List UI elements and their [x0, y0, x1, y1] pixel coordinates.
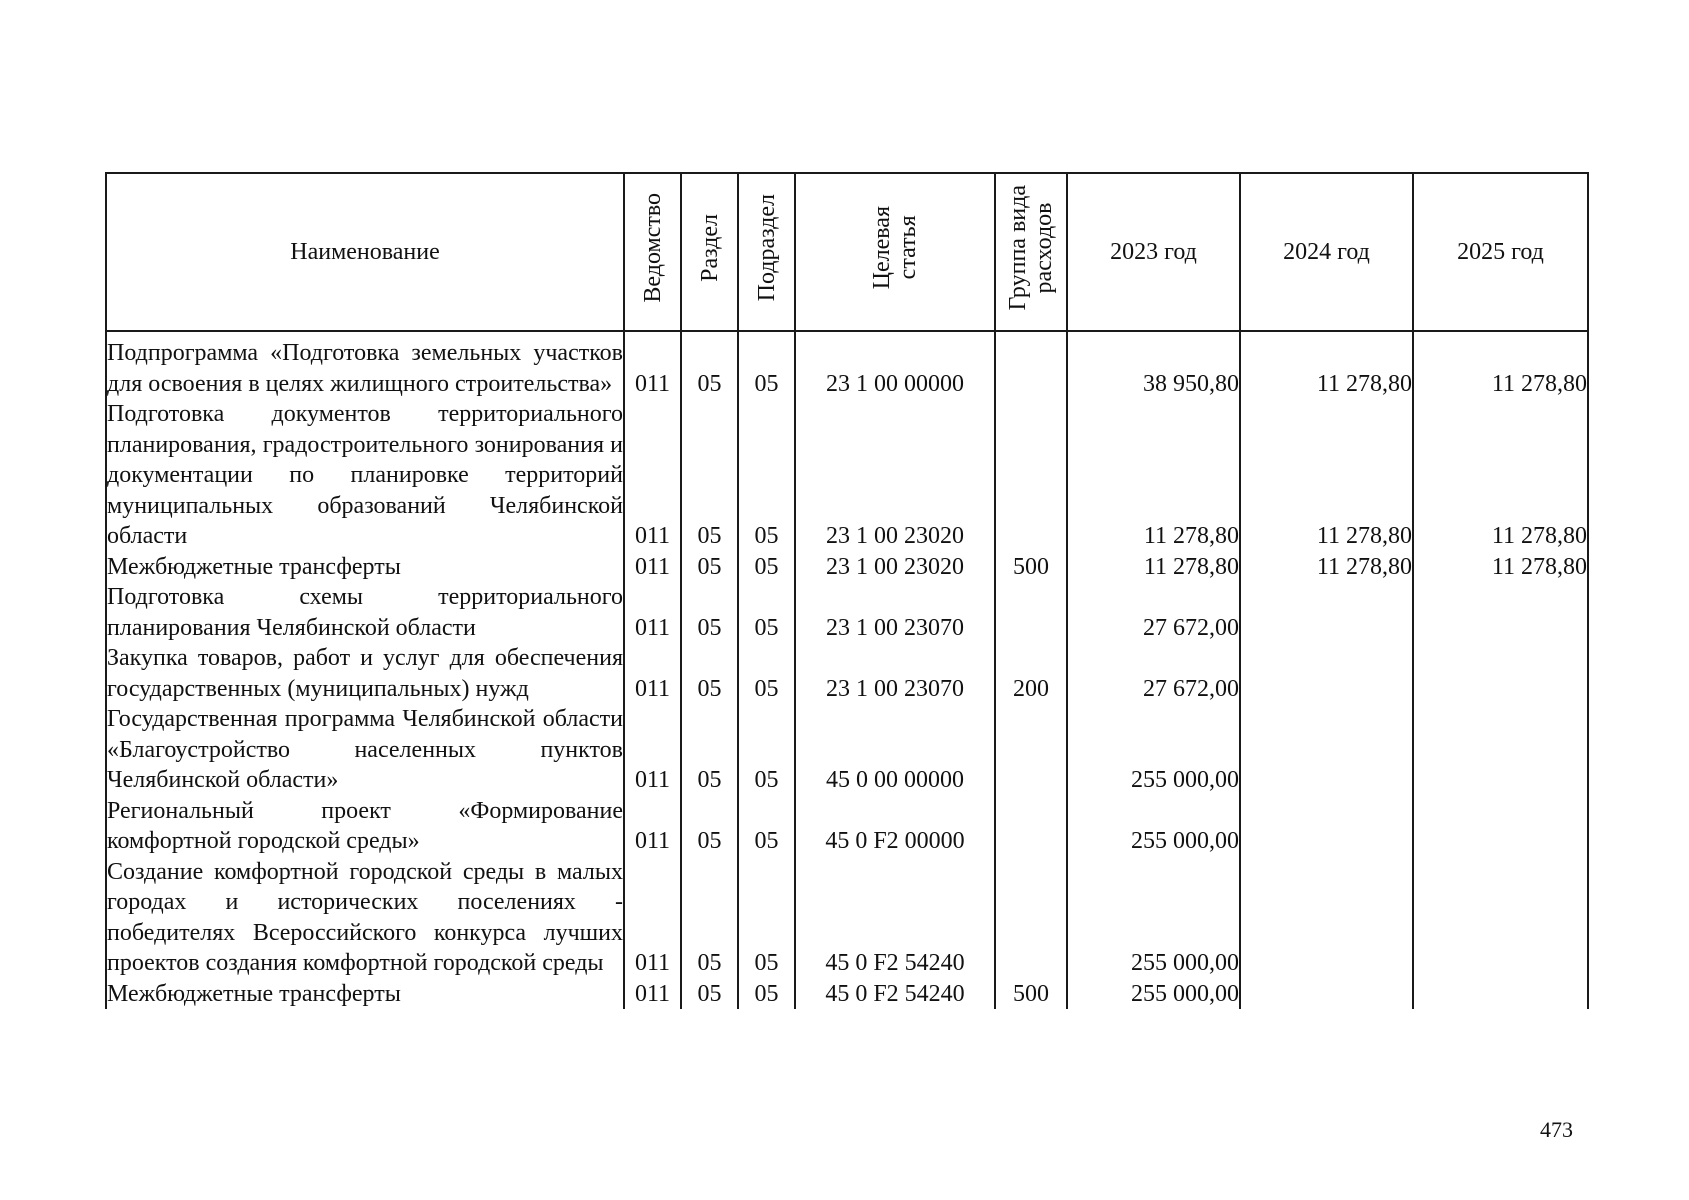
- row-target-article: 23 1 00 23070: [795, 582, 995, 643]
- row-amount-2024: 11 278,80: [1240, 552, 1413, 583]
- row-subsection: 05: [738, 399, 795, 552]
- row-subsection: 05: [738, 704, 795, 796]
- page-number: 473: [1540, 1117, 1573, 1142]
- row-name: Государственная программа Челябинской области «Благоустройство населенных пунктов Челябинской области»: [106, 704, 624, 796]
- row-amount-2023: 255 000,00: [1067, 796, 1240, 857]
- row-amount-2024: 11 278,80: [1240, 331, 1413, 399]
- row-department: 011: [624, 399, 681, 552]
- row-section: 05: [681, 643, 738, 704]
- row-amount-2025: [1413, 796, 1588, 857]
- row-subsection: 05: [738, 796, 795, 857]
- row-amount-2023: 27 672,00: [1067, 582, 1240, 643]
- row-amount-2024: [1240, 979, 1413, 1010]
- row-subsection: 05: [738, 643, 795, 704]
- row-target-article: 45 0 F2 54240: [795, 979, 995, 1010]
- row-target-article: 45 0 00 00000: [795, 704, 995, 796]
- row-expense-group: [995, 857, 1067, 979]
- row-subsection: 05: [738, 582, 795, 643]
- row-amount-2024: 11 278,80: [1240, 399, 1413, 552]
- row-amount-2024: [1240, 704, 1413, 796]
- table-row: [106, 582, 1588, 643]
- table-row: [106, 552, 1588, 583]
- row-section: 05: [681, 331, 738, 399]
- row-amount-2023: 11 278,80: [1067, 552, 1240, 583]
- header-target-line2: статья: [895, 215, 921, 280]
- row-subsection: 05: [738, 552, 795, 583]
- row-amount-2023: 255 000,00: [1067, 857, 1240, 979]
- header-2024: 2024 год: [1240, 173, 1413, 331]
- row-expense-group: [995, 704, 1067, 796]
- row-expense-group: [995, 582, 1067, 643]
- row-name: Закупка товаров, работ и услуг для обеспечения государственных (муниципальных) нужд: [106, 643, 624, 704]
- table-row: [106, 704, 1588, 796]
- row-amount-2025: 11 278,80: [1413, 331, 1588, 399]
- row-amount-2025: [1413, 704, 1588, 796]
- row-amount-2024: [1240, 582, 1413, 643]
- header-section: Раздел: [681, 173, 738, 331]
- row-amount-2023: 255 000,00: [1067, 704, 1240, 796]
- row-target-article: 45 0 F2 00000: [795, 796, 995, 857]
- table-row: [106, 331, 1588, 399]
- row-expense-group: [995, 331, 1067, 399]
- table-row: [106, 643, 1588, 704]
- header-target-article: [795, 173, 995, 331]
- row-department: 011: [624, 979, 681, 1010]
- row-department: 011: [624, 857, 681, 979]
- header-2023: 2023 год: [1067, 173, 1240, 331]
- row-amount-2025: [1413, 582, 1588, 643]
- row-target-article: 23 1 00 23020: [795, 552, 995, 583]
- header-department: Ведомство: [624, 173, 681, 331]
- row-amount-2023: 27 672,00: [1067, 643, 1240, 704]
- row-expense-group: 200: [995, 643, 1067, 704]
- header-expense-group: [995, 173, 1067, 331]
- row-amount-2023: 255 000,00: [1067, 979, 1240, 1010]
- header-name: Наименование: [106, 173, 624, 331]
- row-name: Региональный проект «Формирование комфортной городской среды»: [106, 796, 624, 857]
- row-amount-2024: [1240, 857, 1413, 979]
- row-name: Подготовка документов территориального планирования, градостроительного зонирования и документации по планировке территорий муниципальных образований Челябинской области: [106, 399, 624, 552]
- row-name: Создание комфортной городской среды в малых городах и исторических поселениях - победителях Всероссийского конкурса лучших проектов создания комфортной городской среды: [106, 857, 624, 979]
- row-section: 05: [681, 796, 738, 857]
- row-target-article: 23 1 00 23070: [795, 643, 995, 704]
- row-amount-2025: [1413, 643, 1588, 704]
- row-target-article: 23 1 00 23020: [795, 399, 995, 552]
- row-amount-2025: 11 278,80: [1413, 399, 1588, 552]
- row-expense-group: [995, 796, 1067, 857]
- row-department: 011: [624, 552, 681, 583]
- table-row: [106, 979, 1588, 1010]
- row-subsection: 05: [738, 857, 795, 979]
- row-amount-2023: 11 278,80: [1067, 399, 1240, 552]
- row-amount-2025: [1413, 979, 1588, 1010]
- row-amount-2025: 11 278,80: [1413, 552, 1588, 583]
- budget-table: [105, 172, 1589, 1009]
- row-subsection: 05: [738, 331, 795, 399]
- header-target-line1: Целевая: [869, 206, 895, 290]
- row-expense-group: 500: [995, 979, 1067, 1010]
- table-row: [106, 796, 1588, 857]
- header-group-line1: Группа вида: [1005, 185, 1031, 311]
- row-name: Подпрограмма «Подготовка земельных участков для освоения в целях жилищного строительства»: [106, 331, 624, 399]
- row-amount-2024: [1240, 643, 1413, 704]
- row-section: 05: [681, 979, 738, 1010]
- row-expense-group: [995, 399, 1067, 552]
- row-name: Межбюджетные трансферты: [106, 979, 624, 1010]
- row-department: 011: [624, 796, 681, 857]
- table-row: [106, 399, 1588, 552]
- row-amount-2025: [1413, 857, 1588, 979]
- row-section: 05: [681, 552, 738, 583]
- header-2025: 2025 год: [1413, 173, 1588, 331]
- table-header-row: [106, 173, 1588, 331]
- header-group-line2: расходов: [1031, 202, 1057, 294]
- row-section: 05: [681, 704, 738, 796]
- row-section: 05: [681, 582, 738, 643]
- row-department: 011: [624, 704, 681, 796]
- row-department: 011: [624, 331, 681, 399]
- row-name: Межбюджетные трансферты: [106, 552, 624, 583]
- row-expense-group: 500: [995, 552, 1067, 583]
- row-amount-2024: [1240, 796, 1413, 857]
- table-row: [106, 857, 1588, 979]
- row-target-article: 23 1 00 00000: [795, 331, 995, 399]
- row-target-article: 45 0 F2 54240: [795, 857, 995, 979]
- row-amount-2023: 38 950,80: [1067, 331, 1240, 399]
- row-name: Подготовка схемы территориального планирования Челябинской области: [106, 582, 624, 643]
- row-subsection: 05: [738, 979, 795, 1010]
- row-department: 011: [624, 643, 681, 704]
- row-section: 05: [681, 857, 738, 979]
- row-department: 011: [624, 582, 681, 643]
- table-body: [106, 331, 1588, 1009]
- row-section: 05: [681, 399, 738, 552]
- header-subsection: Подраздел: [738, 173, 795, 331]
